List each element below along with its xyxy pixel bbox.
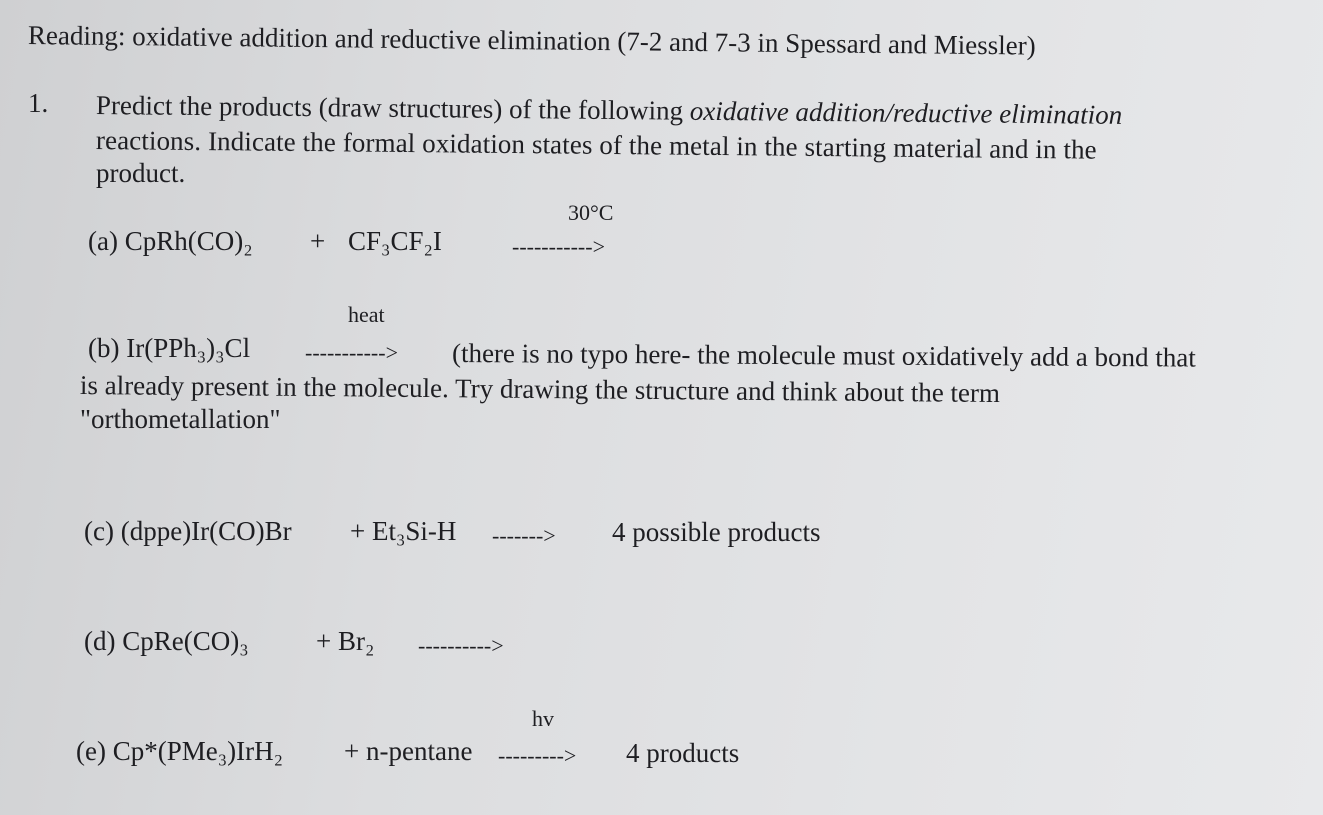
- part-c-reactant-1: (dppe)Ir(CO)Br: [120, 516, 292, 546]
- part-e-reactant-2-group: [344, 738, 472, 765]
- part-d-equation: [84, 628, 249, 655]
- question-line-1-text: Predict the products (draw structures) of the following: [95, 90, 690, 126]
- part-b-equation: [88, 335, 250, 362]
- part-a-equation: [88, 228, 253, 255]
- part-a-plus: +: [310, 226, 326, 256]
- part-a-condition: 30°C: [568, 200, 614, 225]
- part-b-label: (b): [88, 333, 120, 363]
- part-d-label: (d): [84, 626, 116, 656]
- part-d-arrow: ---------->: [418, 633, 504, 658]
- part-d-reactant-2-group: [316, 628, 374, 655]
- question-number: 1.: [28, 88, 49, 118]
- part-a-reactant-1: CpRh(CO)₂: [124, 226, 253, 256]
- question-line-2: reactions. Indicate the formal oxidation states of the metal in the starting material and in the: [95, 125, 1097, 165]
- question-line-1-italic: oxidative addition/reductive elimination: [689, 95, 1123, 130]
- part-d-plus: +: [316, 626, 332, 656]
- part-c-label: (c): [84, 516, 114, 546]
- part-e-product: 4 products: [626, 738, 740, 768]
- part-e-condition: hv: [532, 706, 554, 731]
- part-c-plus: +: [350, 516, 366, 546]
- part-b-note-3: "orthometallation": [80, 404, 281, 434]
- part-b-reactant: Ir(PPh₃)₃Cl: [126, 333, 251, 363]
- question-line-1: [96, 92, 1122, 129]
- part-e-reactant-2: n-pentane: [365, 736, 473, 766]
- part-a-reactant-2: CF₃CF₂I: [348, 226, 442, 256]
- part-c-reactant-2-group: [350, 518, 456, 545]
- part-e-label: (e): [76, 736, 106, 766]
- part-b-note-1: (there is no typo here- the molecule must oxidatively add a bond that: [451, 338, 1196, 373]
- part-e-arrow: --------->: [498, 743, 577, 768]
- part-a-label: (a): [88, 226, 118, 256]
- part-d-reactant-1: CpRe(CO)₃: [122, 626, 249, 656]
- part-e-reactant-1: Cp*(PMe₃)IrH₂: [112, 736, 284, 766]
- part-b-arrow: ----------->: [305, 340, 398, 365]
- part-e-equation: [76, 738, 283, 765]
- part-c-equation: [84, 518, 292, 545]
- part-c-product: 4 possible products: [612, 517, 821, 547]
- reading-text: Reading: oxidative addition and reductive elimination (7-2 and 7-3 in Spessard and Miessler): [27, 20, 1036, 61]
- part-c-arrow: ------->: [492, 523, 556, 548]
- reading-header: [28, 22, 1036, 60]
- part-b-condition: heat: [348, 302, 385, 327]
- part-c-reactant-2: Et₃Si-H: [371, 516, 457, 546]
- part-b-note-2: is already present in the molecule. Try drawing the structure and think about the term: [79, 370, 1001, 409]
- part-d-reactant-2: Br₂: [337, 626, 375, 656]
- question-line-3: product.: [96, 158, 186, 188]
- part-e-plus: +: [344, 736, 360, 766]
- part-a-arrow: ----------->: [512, 234, 605, 259]
